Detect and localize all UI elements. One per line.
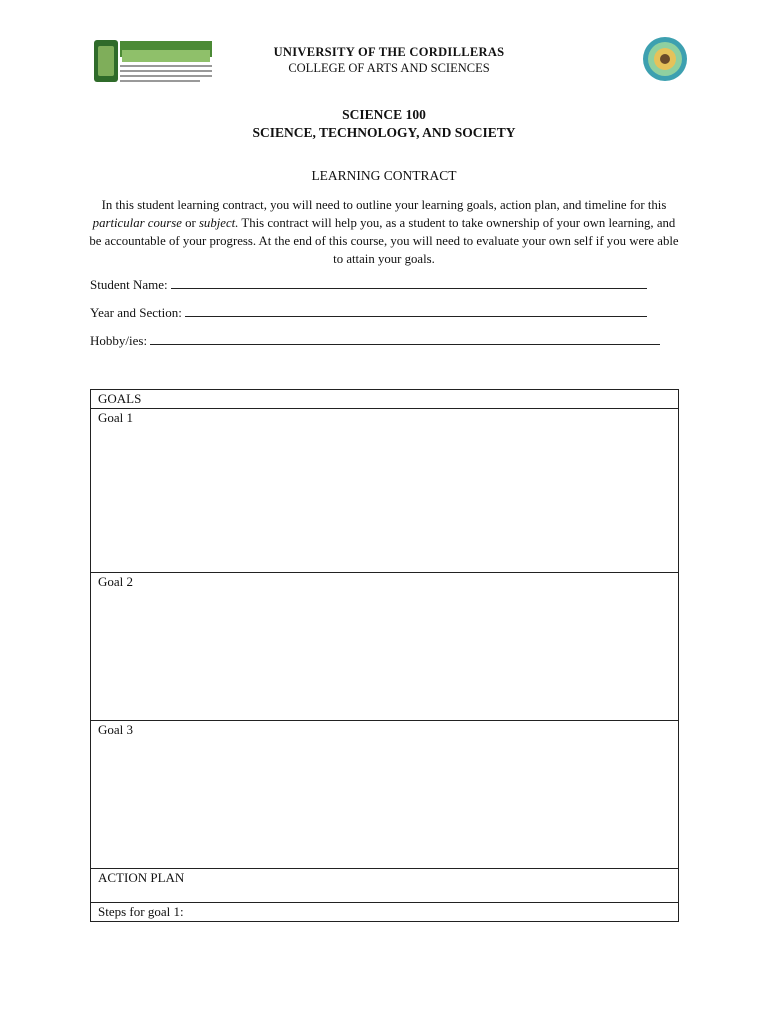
student-name-field[interactable]: [90, 277, 647, 293]
intro-text-2: or: [181, 216, 199, 230]
hobbies-line[interactable]: [150, 333, 660, 345]
intro-italic-2: subject.: [198, 216, 239, 230]
college-seal-icon: [642, 36, 688, 82]
header-text: [90, 45, 688, 76]
year-section-line[interactable]: [185, 305, 647, 317]
contract-title: LEARNING CONTRACT: [311, 168, 457, 183]
hobbies-field[interactable]: [90, 333, 660, 349]
course-heading: [0, 106, 768, 142]
goals-header: GOALS: [91, 390, 679, 409]
university-name: UNIVERSITY OF THE CORDILLERAS: [273, 45, 505, 59]
action-plan-header: ACTION PLAN: [91, 869, 679, 903]
intro-text-1: In this student learning contract, you will need to outline your learning goals, action plan, and timeline for this: [101, 198, 667, 212]
year-section-field[interactable]: [90, 305, 647, 321]
hobbies-label: Hobby/ies:: [90, 333, 148, 348]
goal-1-cell[interactable]: Goal 1: [91, 409, 679, 573]
year-section-label: Year and Section:: [90, 305, 182, 320]
course-code: SCIENCE 100: [342, 107, 426, 122]
intro-italic-1: particular course: [92, 216, 182, 230]
steps-goal-1-cell[interactable]: Steps for goal 1:: [91, 903, 679, 922]
goals-table: [90, 389, 679, 922]
document-header: [90, 36, 688, 88]
course-title: SCIENCE, TECHNOLOGY, AND SOCIETY: [252, 125, 516, 140]
goal-3-cell[interactable]: Goal 3: [91, 721, 679, 869]
college-name: COLLEGE OF ARTS AND SCIENCES: [288, 61, 490, 75]
student-name-label: Student Name:: [90, 277, 168, 292]
goal-2-cell[interactable]: Goal 2: [91, 573, 679, 721]
student-name-line[interactable]: [171, 277, 647, 289]
intro-paragraph: [86, 196, 682, 268]
intro-text-3: This contract will help you, as a student to take ownership of your own learning, and be accountable of your progress. At the end of this course, you will need to evaluate your own self if you were able to attain your goals.: [89, 216, 679, 266]
